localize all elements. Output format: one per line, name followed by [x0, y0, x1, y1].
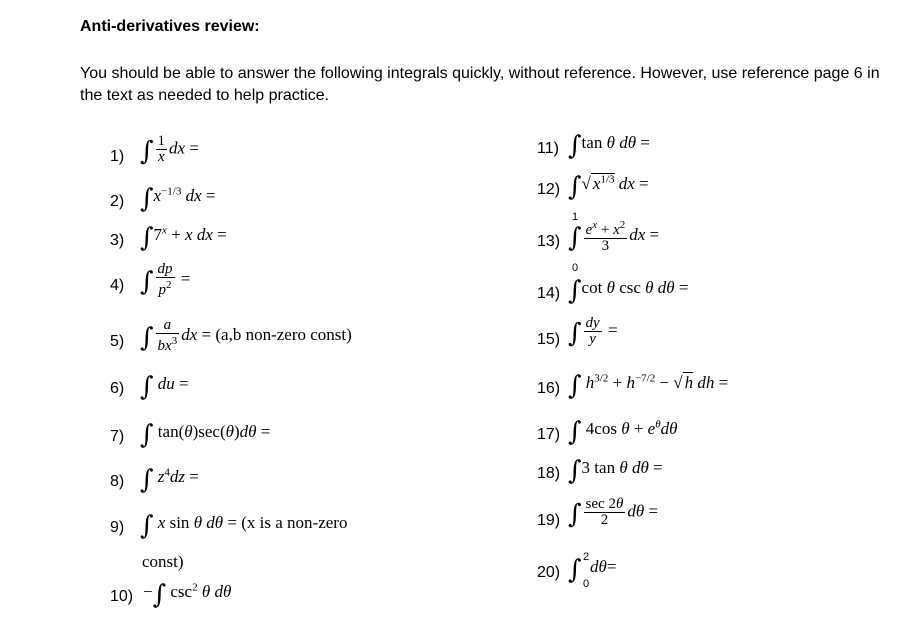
problem-note: (a,b non-zero const)	[215, 324, 352, 344]
problem-label: 20)	[537, 564, 561, 581]
problem-label: 13)	[537, 233, 561, 250]
problem-expression: ∫ tan(θ)sec(θ)dθ =	[140, 420, 271, 450]
lower-limit: 0	[572, 262, 579, 274]
upper-limit: 2	[583, 551, 590, 563]
problem-expression: $\int 7^x + x$ dx =	[140, 223, 227, 253]
lower-limit: 0	[583, 578, 590, 590]
problem-expression: ∫3 tan θ dθ =	[568, 456, 663, 486]
problem-label: 3)	[110, 232, 125, 249]
problem-expression: ∫ $\frac{dp}{p^2}$ =	[140, 261, 191, 298]
problem-expression: ∫ dθ=	[568, 555, 617, 585]
problem-expression: ∫√ $x^{1/3}$ dx =	[568, 172, 649, 202]
problem-expression: ∫ $\frac{dy}{y}$ =	[568, 315, 618, 349]
problem-note-continued: const)	[142, 552, 184, 571]
problem-expression: ∫cot θ csc θ dθ =	[568, 276, 689, 306]
problem-label: 9)	[110, 519, 125, 536]
problem-expression: ∫ $\frac{\sec 2\theta}{2}$ dθ =	[568, 496, 659, 530]
problem-expression: ∫ $h^{3/2} + h^{-7/2}$ − √ h dh =	[568, 371, 729, 401]
problem-label: 5)	[110, 333, 125, 350]
problem-label: 8)	[110, 473, 125, 490]
problem-label: 15)	[537, 331, 561, 348]
problem-label: 1)	[110, 148, 125, 165]
problem-expression: ∫ 4cos $\theta + e^\theta d\theta$	[568, 417, 678, 447]
problem-note: (x is a non-zero	[241, 513, 348, 532]
problem-label: 7)	[110, 428, 125, 445]
upper-limit: 1	[572, 211, 579, 223]
page-title: Anti-derivatives review:	[80, 18, 260, 35]
problem-label: 17)	[537, 426, 561, 443]
problem-expression: ∫ $z^4dz$ =	[140, 465, 199, 495]
problem-label: 18)	[537, 465, 561, 482]
problem-label: 2)	[110, 193, 125, 210]
problem-label: 10)	[110, 588, 134, 605]
problem-expression: ∫tan θ dθ =	[568, 131, 650, 161]
problem-label: 19)	[537, 512, 561, 529]
problem-expression: $\int x^{-1/3}$ dx =	[140, 184, 216, 214]
problem-expression: ∫ $\frac{a}{bx^3}$ dx = (a,b non-zero const)	[140, 317, 352, 354]
problem-label: 11)	[537, 140, 559, 157]
problem-expression: ∫ $\frac{e^x + x^2}{3}$ dx =	[568, 219, 660, 254]
problem-expression: ∫ x sin θ dθ = (x is a non-zero	[140, 511, 348, 541]
problem-label: 14)	[537, 285, 561, 302]
intro-paragraph: You should be able to answer the following integrals quickly, without reference. However, use reference page 6 in the text as needed to help practice.	[80, 65, 880, 104]
problem-label: 4)	[110, 277, 125, 294]
problem-label: 16)	[537, 380, 561, 397]
problem-expression: −∫ $\csc^2 \theta$ dθ	[143, 580, 232, 610]
problem-expression: ∫ $\frac{1}{x}$ dx =	[140, 133, 199, 167]
problem-expression: ∫ du =	[140, 372, 189, 402]
problem-label: 12)	[537, 181, 561, 198]
problem-label: 6)	[110, 380, 125, 397]
